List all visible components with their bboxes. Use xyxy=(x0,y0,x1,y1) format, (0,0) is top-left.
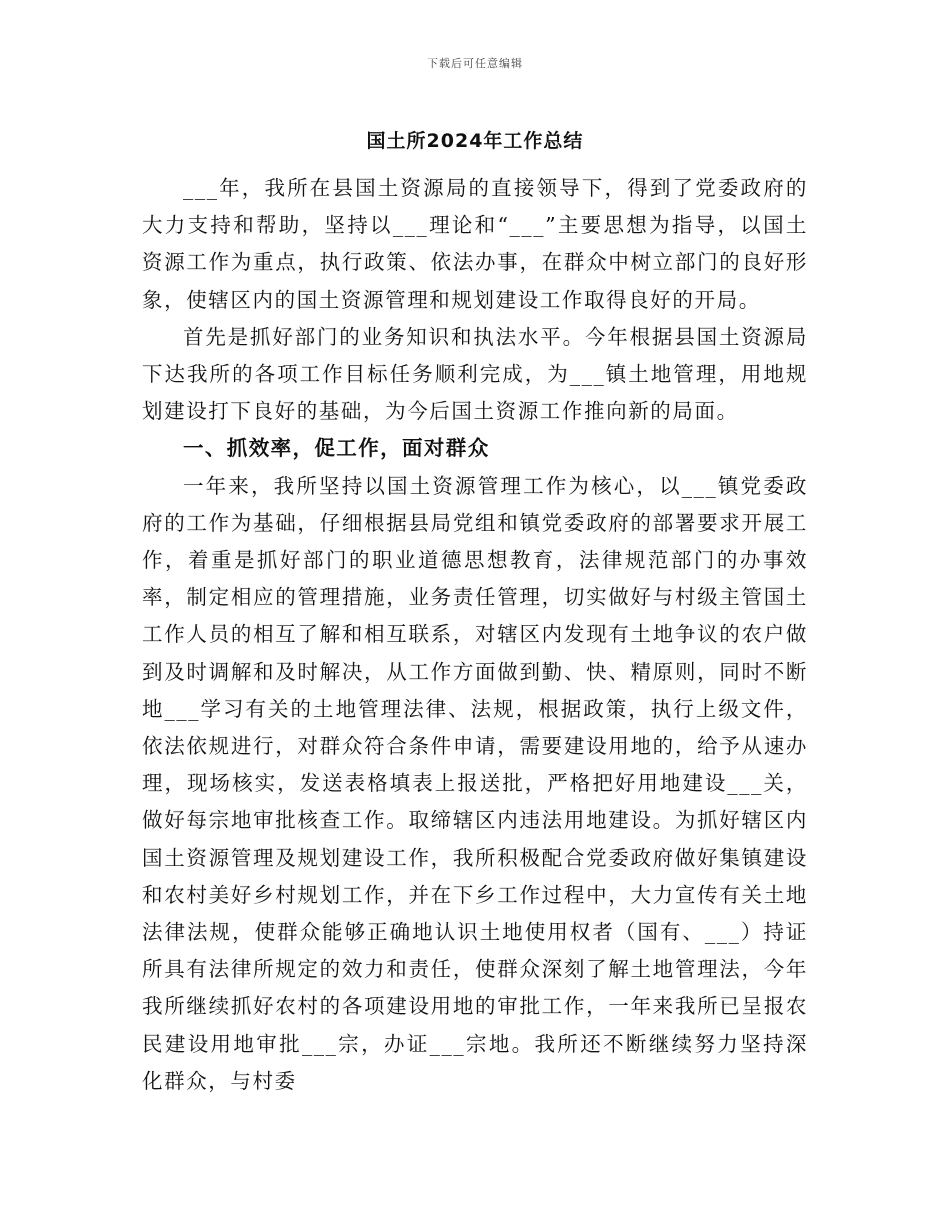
paragraph-first-focus: 首先是抓好部门的业务知识和执法水平。今年根据县国土资源局下达我所的各项工作目标任务顺利完成，为___镇土地管理，用地规划建设打下良好的基础，为今后国土资源工作推向新的局面。 xyxy=(142,324,808,424)
document-title: 国土所2024年工作总结 xyxy=(366,130,584,152)
header-note: 下载后可任意编辑 xyxy=(427,57,523,70)
paragraph-intro: ___年，我所在县国土资源局的直接领导下，得到了党委政府的大力支持和帮助，坚持以___理论和“___”主要思想为指导，以国土资源工作为重点，执行政策、依法办事，在群众中树立部门的良好形象，使辖区内的国土资源管理和规划建设工作取得良好的开局。 xyxy=(142,176,808,312)
section-heading: 一、抓效率，促工作，面对群众 xyxy=(183,436,490,461)
paragraph-section-one: 一年来，我所坚持以国土资源管理工作为核心，以___镇党委政府的工作为基础，仔细根据县局党组和镇党委政府的部署要求开展工作，着重是抓好部门的职业道德思想教育，法律规范部门的办事效率，制定相应的管理措施，业务责任管理，切实做好与村级主管国土工作人员的相互了解和相互联系，对辖区内发现有土地争议的农户做到及时调解和及时解决，从工作方面做到勤、快、精原则，同时不断地___学习有关的土地管理法律、法规，根据政策，执行上级文件，依法依规进行，对群众符合条件申请，需要建设用地的，给予从速办理，现场核实，发送表格填表上报送批，严格把好用地建设___关，做好每宗地审批核查工作。取缔辖区内违法用地建设。为抓好辖区内国土资源管理及规划建设工作，我所积极配合党委政府做好集镇建设和农村美好乡村规划工作，并在下乡工作过程中，大力宣传有关土地法律法规，使群众能够正确地认识土地使用权者（国有、___）持证所具有法律所规定的效力和责任，使群众深刻了解土地管理法，今年我所继续抓好农村的各项建设用地的审批工作，一年来我所已呈报农民建设用地审批___宗，办证___宗地。我所还不断继续努力坚持深化群众，与村委 xyxy=(142,473,808,1093)
document-body xyxy=(142,170,808,1100)
